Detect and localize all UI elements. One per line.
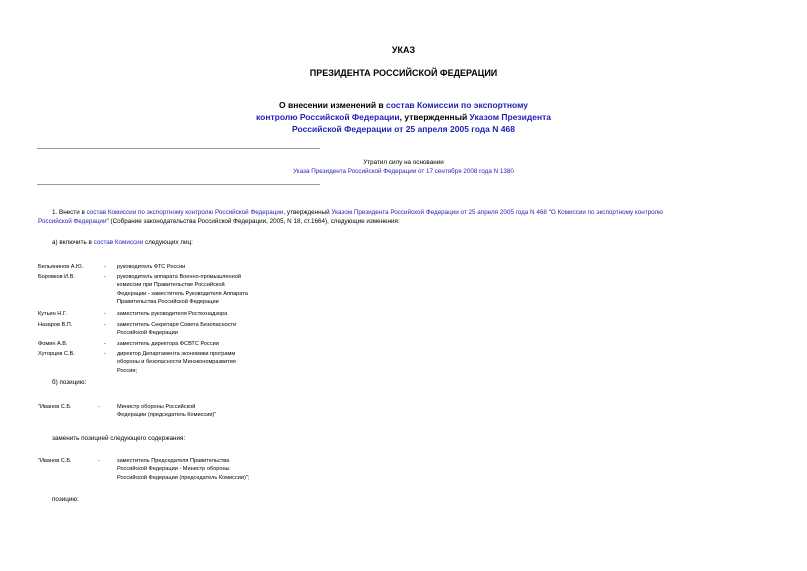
member-name: Хуторцев С.В. bbox=[38, 351, 75, 357]
position-role bbox=[117, 457, 249, 482]
status-notice bbox=[240, 158, 567, 176]
role-line: руководитель ФТС России bbox=[117, 264, 186, 270]
role-line: Российской Федерации - Министр обороны bbox=[117, 466, 230, 473]
position-dash: - bbox=[98, 404, 100, 410]
decree-issuer: ПРЕЗИДЕНТА РОССИЙСКОЙ ФЕДЕРАЦИИ bbox=[309, 68, 498, 78]
decree-468-link[interactable]: Указом Президента Российской Федерации от 25 апреля 2005 года N 468 bbox=[331, 209, 547, 216]
member-name: Кутьин Н.Г. bbox=[38, 311, 67, 317]
commission-composition-link-cont[interactable]: контролю Российской Федерации bbox=[256, 112, 400, 122]
member-dash: - bbox=[104, 322, 106, 328]
member-name: Назаров В.П. bbox=[38, 322, 73, 328]
commission-decree-link-cont[interactable]: Российской Федерации bbox=[38, 218, 107, 225]
commission-decree-link[interactable]: О Комиссии по экспортному контролю bbox=[550, 209, 663, 216]
member-role bbox=[117, 310, 227, 318]
para-text: , утвержденный bbox=[283, 209, 332, 216]
commission-link[interactable]: состав Комиссии bbox=[93, 239, 144, 246]
item-a-text: а) включить в bbox=[52, 239, 94, 246]
role-line: Министр обороны Российской bbox=[117, 404, 196, 410]
paragraph-1 bbox=[38, 208, 773, 226]
item-b: б) позицию: bbox=[52, 379, 87, 386]
role-line: России; bbox=[117, 367, 137, 374]
role-line: Правительства Российской Федерации bbox=[117, 298, 219, 305]
decree-2005-link[interactable]: Указом Президента bbox=[469, 112, 551, 122]
position-role bbox=[117, 403, 216, 420]
replace-instruction: заменить позицией следующего содержания: bbox=[52, 435, 186, 442]
title-line-1 bbox=[0, 99, 807, 111]
item-a bbox=[52, 238, 193, 247]
title-text: О внесении изменений в bbox=[279, 100, 386, 110]
role-line: заместитель Секретаря Совета Безопасности bbox=[117, 322, 237, 328]
position-name: "Иванов С.Б. bbox=[38, 458, 72, 464]
member-name: Фомин А.В. bbox=[38, 341, 68, 347]
role-line: обороны и безопасности Минэкономразвития bbox=[117, 359, 236, 366]
role-line: Федерации - заместитель Руководителя Аппарата bbox=[117, 290, 248, 297]
para-text: 1. Внести в bbox=[52, 209, 87, 216]
title-line-3 bbox=[0, 123, 807, 135]
member-role bbox=[117, 321, 236, 338]
divider-bottom bbox=[37, 184, 320, 185]
member-name: Бельянинов А.Ю. bbox=[38, 264, 84, 270]
member-dash: - bbox=[104, 274, 106, 280]
member-role bbox=[117, 273, 248, 306]
member-dash: - bbox=[104, 341, 106, 347]
position-dash: - bbox=[98, 458, 100, 464]
member-role bbox=[117, 263, 185, 271]
item-a-text: следующих лиц: bbox=[143, 239, 193, 246]
role-line: руководитель аппарата Военно-промышленной bbox=[117, 274, 241, 280]
title-text: , утвержденный bbox=[399, 112, 470, 122]
title-line-2 bbox=[0, 111, 807, 123]
commission-composition-link-2[interactable]: состав Комиссии по экспортному контролю Российской Федерации bbox=[86, 209, 284, 216]
role-line: Российской Федерации bbox=[117, 330, 178, 337]
role-line: заместитель руководителя Ростехнадзора bbox=[117, 311, 228, 317]
decree-heading: УКАЗ bbox=[391, 45, 416, 55]
item-position: позицию: bbox=[52, 496, 79, 503]
member-role bbox=[117, 340, 219, 348]
role-line: заместитель Председателя Правительства bbox=[117, 458, 230, 464]
role-line: комиссии при Правительстве Российской bbox=[117, 282, 225, 289]
member-dash: - bbox=[104, 311, 106, 317]
role-line: директор Департамента экономики программ bbox=[117, 351, 236, 357]
decree-title bbox=[0, 99, 807, 135]
para-text: " (Собрание законодательства Российской Федерации, 2005, N 18, ст.1664), следующие изменения: bbox=[106, 218, 400, 225]
role-line: заместитель директора ФСВТС России bbox=[117, 341, 219, 347]
role-line: Российской Федерации (председатель Комиссии)"; bbox=[117, 474, 250, 481]
member-dash: - bbox=[104, 264, 106, 270]
repeal-decree-link[interactable]: Указа Президента Российской Федерации от 17 сентября 2008 года N 1380 bbox=[293, 168, 514, 175]
para-text: " bbox=[546, 209, 551, 216]
position-name: "Иванов С.Б. bbox=[38, 404, 72, 410]
status-line-1: Утратил силу на основании bbox=[363, 159, 444, 166]
member-name: Боровков И.В. bbox=[38, 274, 75, 280]
divider-top bbox=[37, 148, 320, 149]
commission-composition-link[interactable]: состав Комиссии по экспортному bbox=[386, 100, 528, 110]
member-dash: - bbox=[104, 351, 106, 357]
role-line: Федерации (председатель Комиссии)" bbox=[117, 412, 217, 419]
member-role bbox=[117, 350, 236, 375]
decree-2005-link-cont[interactable]: Российской Федерации от 25 апреля 2005 года N 468 bbox=[292, 124, 515, 134]
